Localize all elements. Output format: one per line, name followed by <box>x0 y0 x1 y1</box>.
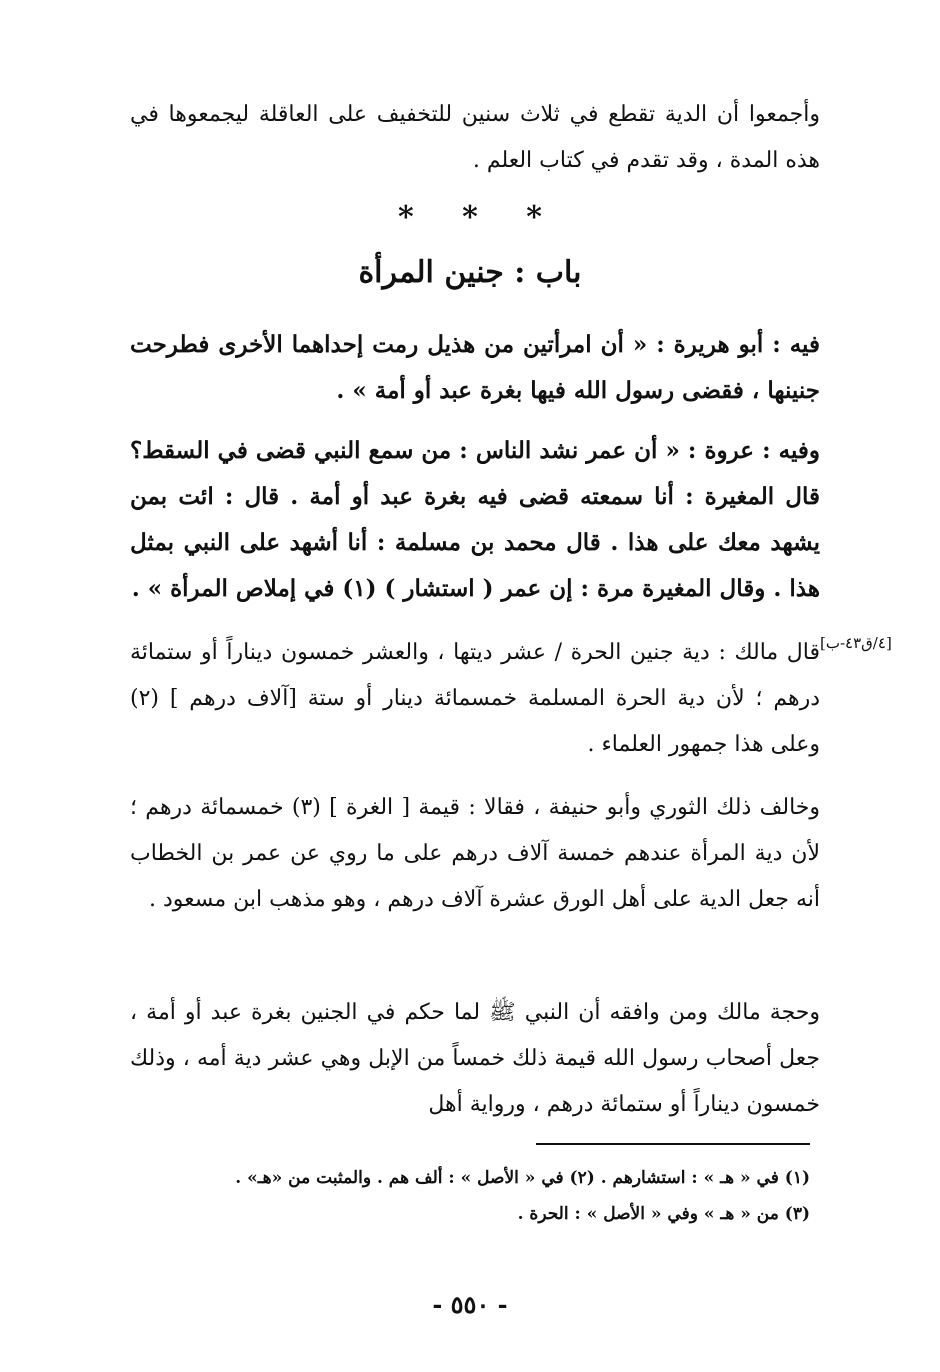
paragraph-malik: قال مالك : دية جنين الحرة / عشر ديتها ، والعشر خمسون ديناراً أو ستمائة درهم ؛ لأن دية الحرة المسلمة خمسمائة دينار أو ستة [آلاف درهم ] (٢) وعلى هذا جمهور العلماء . <box>130 640 820 757</box>
footnote-line-1: (١) في « هـ » : استشارهم . (٢) في « الأصل » : ألف هم . والمثبت من «هـ» . <box>235 1168 810 1188</box>
intro-paragraph: وأجمعوا أن الدية تقطع في ثلاث سنين للتخفيف على العاقلة ليجمعوها في هذه المدة ، وقد تقدم في كتاب العلم . <box>130 102 820 173</box>
paragraph-thawri: وخالف ذلك الثوري وأبو حنيفة ، فقالا : قيمة [ الغرة ] (٣) خمسمائة درهم ؛ لأن دية المرأة عندهم خمسة آلاف درهم على ما روي عن عمر بن الخطاب أنه جعل الدية على أهل الورق عشرة آلاف درهم ، وهو مذهب ابن مسعود . <box>130 795 820 912</box>
chapter-heading: باب : جنين المرأة <box>358 255 582 290</box>
section-separator: * * * <box>398 200 542 235</box>
footnotes <box>130 1160 810 1232</box>
manuscript-margin-note: [٤/ق٤٣-ب] <box>820 634 892 652</box>
footnote-line-2: (٣) من « هـ » وفي « الأصل » : الحرة . <box>517 1204 810 1224</box>
page-number: - ٥٥٠ - <box>432 1290 508 1319</box>
footnote-divider <box>536 1143 810 1145</box>
paragraph-hujja: وحجة مالك ومن وافقه أن النبي ﷺ لما حكم في الجنين بغرة عبد أو أمة ، جعل أصحاب رسول الله قيمة ذلك خمساً من الإبل وهي عشر دية أمه ، وذلك خمسون ديناراً أو ستمائة درهم ، ورواية أهل <box>130 1000 820 1117</box>
hadith-abu-hurayra: فيه : أبو هريرة : « أن امرأتين من هذيل رمت إحداهما الأخرى فطرحت جنينها ، فقضى رسول الله فيها بغرة عبد أو أمة » . <box>130 331 820 404</box>
hadith-urwa: وفيه : عروة : « أن عمر نشد الناس : من سمع النبي قضى في السقط؟ قال المغيرة : أنا سمعته قضى فيه بغرة عبد أو أمة . قال : ائت بمن يشهد معك على هذا . قال محمد بن مسلمة : أنا أشهد على النبي بمثل هذا . وقال المغيرة مرة : إن عمر ( استشار ) (١) في إملاص المرأة » . <box>130 437 820 602</box>
